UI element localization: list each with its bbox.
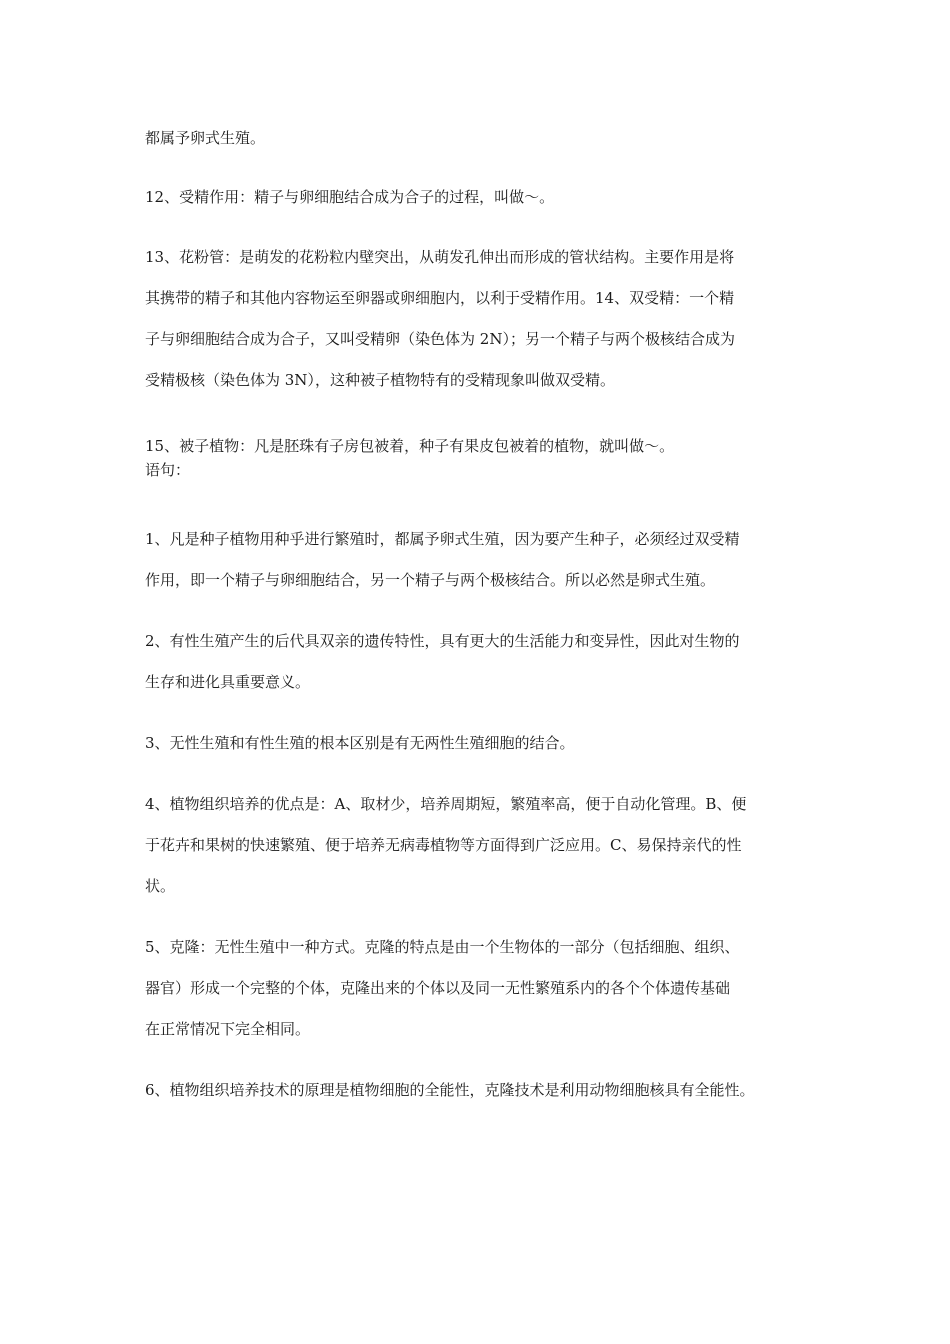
text-line: 在正常情况下完全相同。 bbox=[145, 1020, 311, 1038]
paragraph-sentence-1 bbox=[145, 519, 825, 601]
paragraph-term-15 bbox=[145, 434, 825, 482]
paragraph-term-12 bbox=[145, 177, 825, 218]
text-line: 子与卵细胞结合成为合子，又叫受精卵（染色体为 2N）；另一个精子与两个极核结合成为 bbox=[145, 330, 735, 348]
text-line: 5、克隆：无性生殖中一种方式。克隆的特点是由一个生物体的一部分（包括细胞、组织、 bbox=[145, 938, 740, 956]
text-line: 于花卉和果树的快速繁殖、便于培养无病毒植物等方面得到广泛应用。C、易保持亲代的性 bbox=[145, 836, 742, 854]
paragraph-sentence-5 bbox=[145, 927, 825, 1050]
text-line: 2、有性生殖产生的后代具双亲的遗传特性，具有更大的生活能力和变异性，因此对生物的 bbox=[145, 632, 740, 650]
paragraph-sentence-4 bbox=[145, 784, 825, 907]
text-line: 15、被子植物：凡是胚珠有子房包被着，种子有果皮包被着的植物，就叫做～。 bbox=[145, 437, 675, 455]
text-line: 器官）形成一个完整的个体，克隆出来的个体以及同一无性繁殖系内的各个个体遗传基础 bbox=[145, 979, 731, 997]
text-line: 3、无性生殖和有性生殖的根本区别是有无两性生殖细胞的结合。 bbox=[145, 734, 575, 752]
text-line: 状。 bbox=[145, 877, 176, 895]
text-line: 生存和进化具重要意义。 bbox=[145, 673, 311, 691]
text-line: 其携带的精子和其他内容物运至卵器或卵细胞内，以利于受精作用。14、双受精：一个精 bbox=[145, 289, 735, 307]
paragraph-sentence-3 bbox=[145, 723, 825, 764]
text-line: 6、植物组织培养技术的原理是植物细胞的全能性，克隆技术是利用动物细胞核具有全能性。 bbox=[145, 1081, 755, 1099]
text-line: 都属予卵式生殖。 bbox=[145, 129, 266, 147]
paragraph-intro bbox=[145, 118, 825, 159]
paragraph-sentence-2 bbox=[145, 621, 825, 703]
section-heading-sentences: 语句： bbox=[145, 461, 191, 479]
paragraph-term-13-14 bbox=[145, 237, 825, 401]
paragraph-sentence-6 bbox=[145, 1070, 835, 1111]
text-line: 4、植物组织培养的优点是：A、取材少，培养周期短，繁殖率高，便于自动化管理。B、便 bbox=[145, 795, 747, 813]
text-line: 12、受精作用：精子与卵细胞结合成为合子的过程，叫做～。 bbox=[145, 188, 555, 206]
text-line: 13、花粉管：是萌发的花粉粒内壁突出，从萌发孔伸出而形成的管状结构。主要作用是将 bbox=[145, 248, 735, 266]
text-line: 受精极核（染色体为 3N），这种被子植物特有的受精现象叫做双受精。 bbox=[145, 371, 615, 389]
text-line: 作用，即一个精子与卵细胞结合，另一个精子与两个极核结合。所以必然是卵式生殖。 bbox=[145, 571, 716, 589]
text-line: 1、凡是种子植物用种乎进行繁殖时，都属予卵式生殖，因为要产生种子，必须经过双受精 bbox=[145, 530, 740, 548]
